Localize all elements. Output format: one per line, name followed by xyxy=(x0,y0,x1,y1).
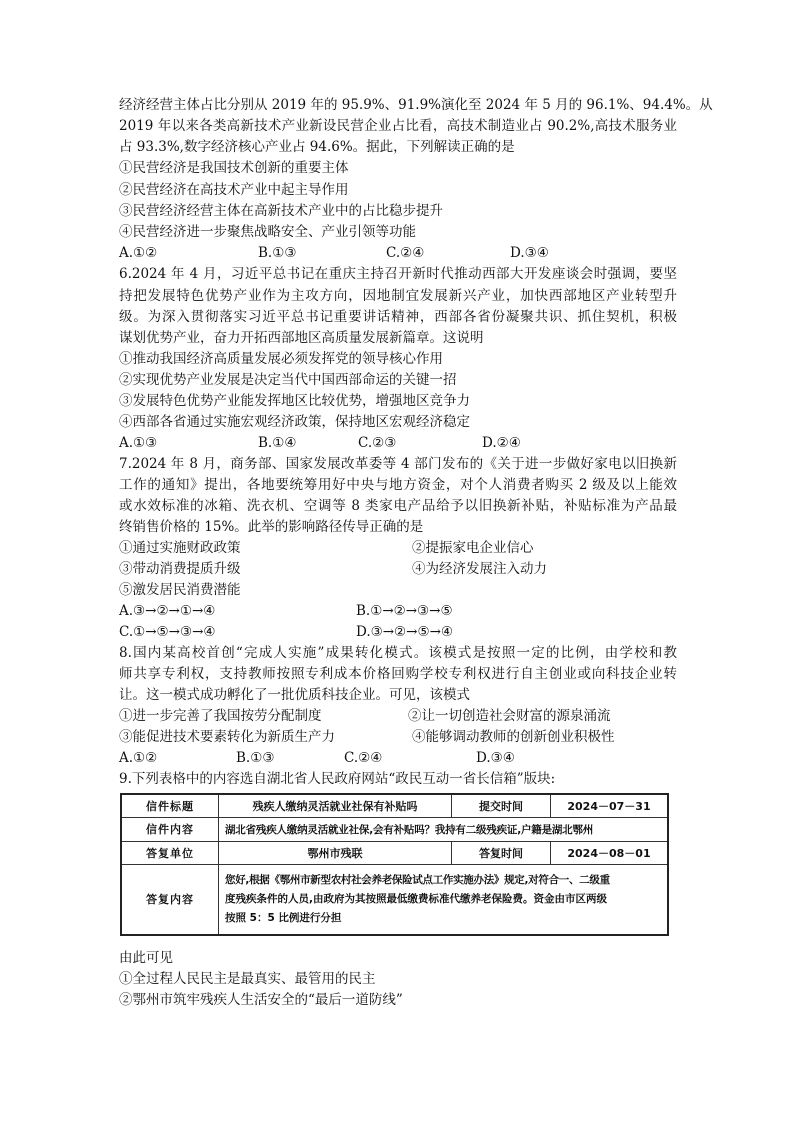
q5-option-d[interactable]: D.③④ xyxy=(510,245,549,261)
q7-option-b[interactable]: B.①→②→③→⑤ xyxy=(356,603,453,619)
q6-option-c[interactable]: C.②③ xyxy=(358,435,397,451)
q6-option-a[interactable]: A.①③ xyxy=(119,435,158,451)
table-title-value: 残疾人缴纳灵活就业社保有补贴吗 xyxy=(219,794,452,817)
q7-statement-3: ③带动消费提质升级 xyxy=(119,561,241,577)
q7-statement-1: ①通过实施财政政策 xyxy=(119,540,241,556)
table-reply-time-value: 2024－08－01 xyxy=(551,841,669,864)
q9-statement-1: ①全过程人民民主是最真实、最管用的民主 xyxy=(119,971,376,987)
q8-option-a[interactable]: A.①② xyxy=(119,750,158,766)
q8-option-b[interactable]: B.①③ xyxy=(236,750,275,766)
table-reply-label: 答复内容 xyxy=(121,864,219,935)
table-unit-value: 鄂州市残联 xyxy=(219,841,452,864)
q7-option-a[interactable]: A.③→②→①→④ xyxy=(119,603,216,619)
q8-stem-line-2: 师共享专利权，支持教师按照专利成本价格回购学校专利权进行自主创业或向科技企业转 xyxy=(119,666,677,682)
q6-stem-line-4: 谋划优势产业，奋力开拓西部地区高质量发展新篇章。这说明 xyxy=(119,330,484,346)
q8-option-c[interactable]: C.②④ xyxy=(344,750,383,766)
q9-after-text: 由此可见 xyxy=(119,950,173,966)
q7-stem-line-1: 7.2024 年 8 月，商务部、国家发展改革委等 4 部门发布的《关于进一步做好家电以旧换新 xyxy=(119,456,677,472)
q6-stem-line-1: 6.2024 年 4 月，习近平总书记在重庆主持召开新时代推动西部大开发座谈会时强调，要坚 xyxy=(119,266,677,282)
q6-statement-4: ④西部各省通过实施宏观经济政策，保持地区宏观经济稳定 xyxy=(119,414,470,430)
q8-statement-4: ④能够调动教师的创新创业积极性 xyxy=(412,729,615,745)
q5-stem-line-3: 占 93.3%,数字经济核心产业占 94.6%。据此，下列解读正确的是 xyxy=(119,139,515,155)
q8-statement-3: ③能促进技术要素转化为新质生产力 xyxy=(119,729,335,745)
q5-stem-line-1: 经济经营主体占比分别从 2019 年的 95.9%、91.9%演化至 2024 年 5 月的 96.1%、94.4%。从 xyxy=(119,97,713,113)
q6-statement-1: ①推动我国经济高质量发展必须发挥党的领导核心作用 xyxy=(119,351,443,367)
table-unit-label: 答复单位 xyxy=(121,841,219,864)
q6-option-d[interactable]: D.②④ xyxy=(482,435,521,451)
table-submit-label: 提交时间 xyxy=(452,794,551,817)
reply-line-2: 度残疾条件的人员,由政府为其按照最低缴费标准代缴养老保险费。资金由市区两级 xyxy=(225,892,607,905)
q5-statement-1: ①民营经济是我国技术创新的重要主体 xyxy=(119,160,349,176)
table-reply-time-label: 答复时间 xyxy=(452,841,551,864)
q8-option-d[interactable]: D.③④ xyxy=(476,750,515,766)
q7-stem-line-4: 终销售价格的 15%。此举的影响路径传导正确的是 xyxy=(119,519,424,535)
q7-statement-2: ②提振家电企业信心 xyxy=(412,540,534,556)
q8-statement-1: ①进一步完善了我国按劳分配制度 xyxy=(119,708,322,724)
table-submit-value: 2024－07－31 xyxy=(551,794,669,817)
q6-stem-line-3: 级。为深入贯彻落实习近平总书记重要讲话精神，西部各省份凝聚共识、抓住契机，积极 xyxy=(119,309,677,325)
q7-stem-line-3: 或水效标准的冰箱、洗衣机、空调等 8 类家电产品给予以旧换新补贴，补贴标准为产品最 xyxy=(119,498,677,514)
table-content-label: 信件内容 xyxy=(121,817,219,841)
q6-option-b[interactable]: B.①④ xyxy=(258,435,297,451)
q5-statement-4: ④民营经济进一步聚焦战略安全、产业引领等功能 xyxy=(119,224,416,240)
q8-statement-2: ②让一切创造社会财富的源泉涌流 xyxy=(408,708,611,724)
q8-stem-line-1: 8.国内某高校首创“完成人实施”成果转化模式。该模式是按照一定的比例，由学校和教 xyxy=(119,645,677,661)
q6-statement-2: ②实现优势产业发展是决定当代中国西部命运的关键一招 xyxy=(119,372,457,388)
q7-statement-5: ⑤激发居民消费潜能 xyxy=(119,582,241,598)
q5-option-b[interactable]: B.①③ xyxy=(258,245,297,261)
q7-option-d[interactable]: D.③→②→⑤→④ xyxy=(356,624,453,640)
q6-statement-3: ③发展特色优势产业能发挥地区比较优势，增强地区竞争力 xyxy=(119,393,470,409)
q5-stem-line-2: 2019 年以来各类高新技术产业新设民营企业占比看，高技术制造业占 90.2%,高技术服务业 xyxy=(119,118,677,134)
q9-intro: 9.下列表格中的内容选自湖北省人民政府网站“政民互动一省长信箱”版块: xyxy=(119,771,556,787)
letter-table xyxy=(120,793,669,936)
reply-line-3: 按照 5：5 比例进行分担 xyxy=(225,911,342,924)
q5-option-a[interactable]: A.①② xyxy=(119,245,158,261)
q5-option-c[interactable]: C.②④ xyxy=(386,245,425,261)
q8-stem-line-3: 让。这一模式成功孵化了一批优质科技企业。可见，该模式 xyxy=(119,687,470,703)
table-reply-content xyxy=(219,864,669,935)
reply-line-1: 您好,根据《鄂州市新型农村社会养老保险试点工作实施办法》规定,对符合一、二级重 xyxy=(225,873,610,886)
q5-statement-2: ②民营经济在高技术产业中起主导作用 xyxy=(119,182,349,198)
q7-statement-4: ④为经济发展注入动力 xyxy=(412,561,547,577)
q5-statement-3: ③民营经济经营主体在高新技术产业中的占比稳步提升 xyxy=(119,203,443,219)
q7-option-c[interactable]: C.①→⑤→③→④ xyxy=(119,624,216,640)
q7-stem-line-2: 工作的通知》提出，各地要统筹用好中央与地方资金，对个人消费者购买 2 级及以上能效 xyxy=(119,477,677,493)
table-content-value: 湖北省残疾人缴纳灵活就业社保,会有补贴吗？我持有二级残疾证,户籍是湖北鄂州 xyxy=(219,817,669,841)
q6-stem-line-2: 持把发展特色优势产业作为主攻方向，因地制宜发展新兴产业，加快西部地区产业转型升 xyxy=(119,288,677,304)
q9-statement-2: ②鄂州市筑牢残疾人生活安全的“最后一道防线” xyxy=(119,992,403,1008)
table-title-label: 信件标题 xyxy=(121,794,219,817)
